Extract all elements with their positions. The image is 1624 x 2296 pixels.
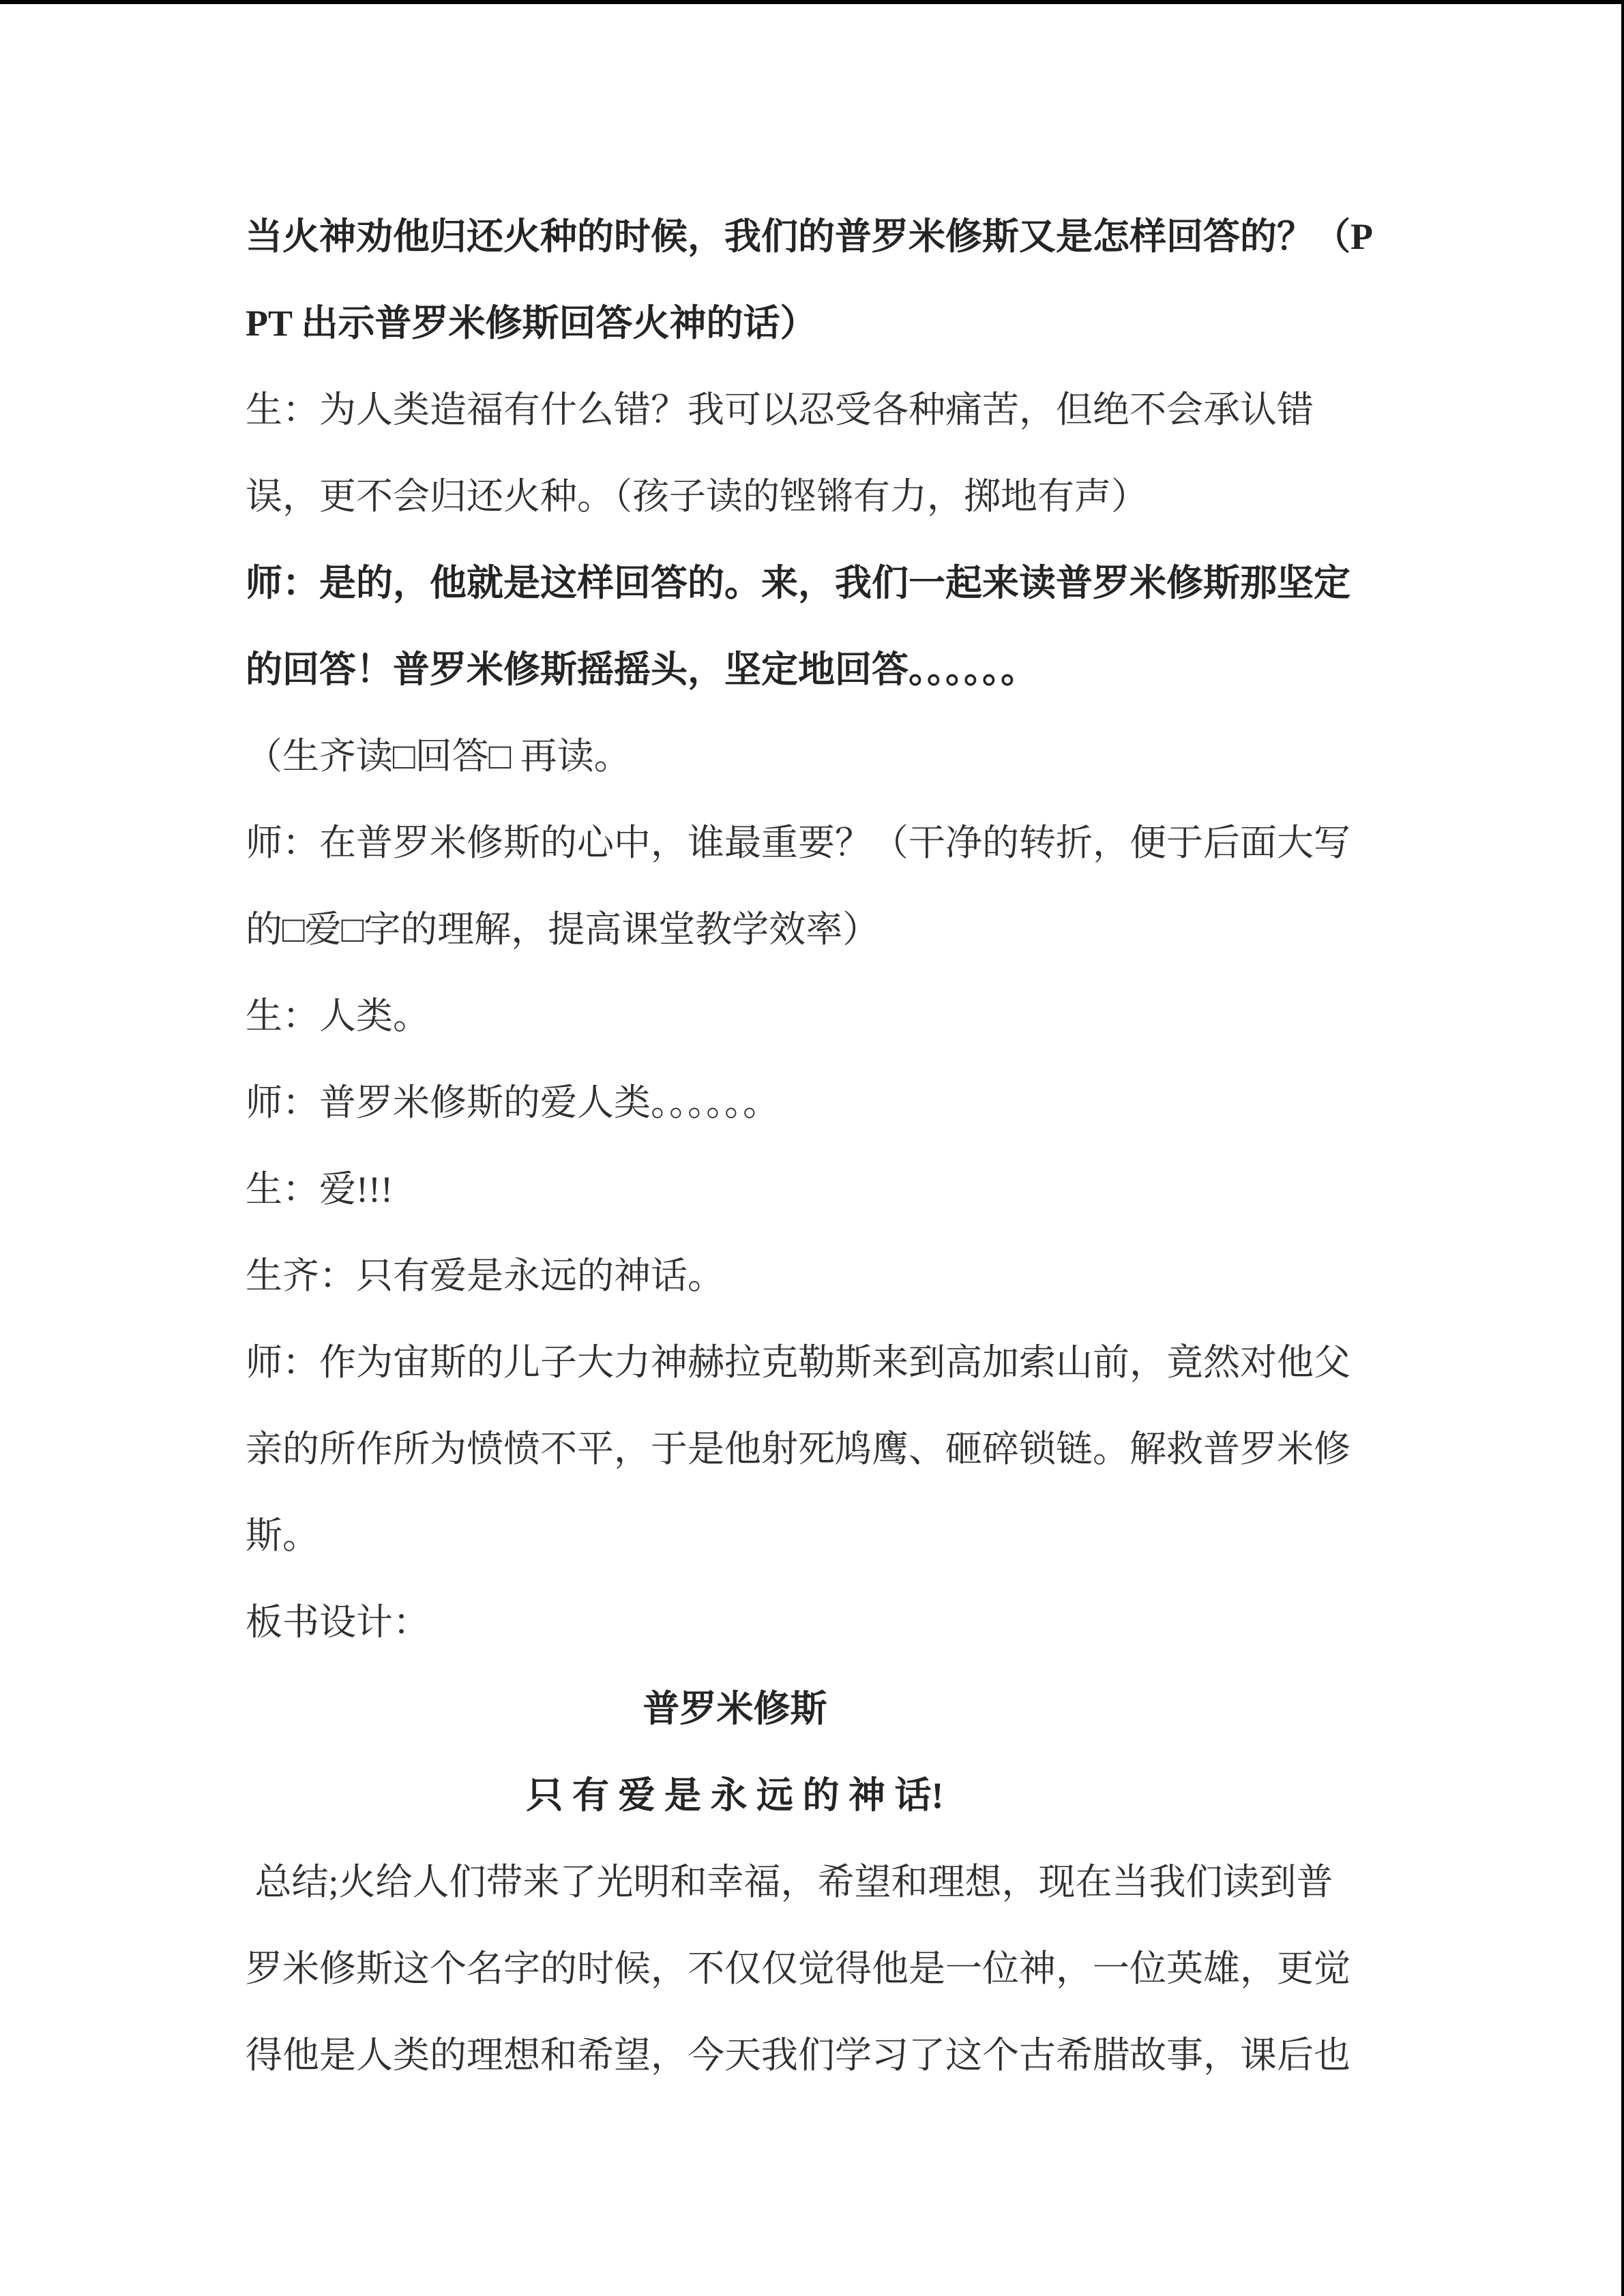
document-line: 的回答！普罗米修斯摇摇头，坚定地回答。。。。。。 bbox=[246, 649, 1037, 690]
document-line: 师：在普罗米修斯的心中，谁最重要？（干净的转折，便于后面大写 bbox=[246, 822, 1350, 863]
document-line: 生齐：只有爱是永远的神话。 bbox=[246, 1255, 724, 1296]
document-line: 生：爱!!! bbox=[246, 1169, 393, 1210]
document-line: （生齐读□回答□ 再读。 bbox=[246, 736, 631, 777]
document-line: 只 有 爱 是 永 远 的 神 话! bbox=[526, 1775, 944, 1816]
document-line: 误，更不会归还火种。（孩子读的铿锵有力，掷地有声） bbox=[246, 476, 1148, 517]
document-line: 板书设计： bbox=[246, 1602, 430, 1643]
document-line: 师：普罗米修斯的爱人类。。。。。。 bbox=[246, 1082, 780, 1123]
document-line: 得他是人类的理想和希望，今天我们学习了这个古希腊故事，课后也 bbox=[246, 2035, 1350, 2076]
document-line: 当火神劝他归还火种的时候，我们的普罗米修斯又是怎样回答的？（P bbox=[246, 216, 1373, 257]
document-content bbox=[246, 194, 1374, 2099]
document-line: 总结;火给人们带来了光明和幸福，希望和理想，现在当我们读到普 bbox=[246, 1862, 1333, 1903]
document-line: 师：是的，他就是这样回答的。来，我们一起来读普罗米修斯那坚定 bbox=[246, 563, 1350, 603]
document-line: 师：作为宙斯的儿子大力神赫拉克勒斯来到高加索山前，竟然对他父 bbox=[246, 1342, 1350, 1383]
document-line: 生：为人类造福有什么错？我可以忍受各种痛苦，但绝不会承认错 bbox=[246, 389, 1314, 430]
document-line: 罗米修斯这个名字的时候，不仅仅觉得他是一位神，一位英雄，更觉 bbox=[246, 1948, 1350, 1989]
document-line: 生：人类。 bbox=[246, 996, 430, 1037]
document-line: 的□爱□字的理解，提高课堂教学效率） bbox=[246, 909, 880, 950]
page-top-border bbox=[0, 0, 1624, 4]
document-line: 亲的所作所为愤愤不平，于是他射死鸠鹰、砸碎锁链。解救普罗米修 bbox=[246, 1429, 1350, 1470]
document-line: 斯。 bbox=[246, 1515, 319, 1556]
document-line: PT 出示普罗米修斯回答火神的话） bbox=[246, 303, 817, 344]
page-right-border bbox=[1621, 0, 1624, 2296]
document-line: 普罗米修斯 bbox=[643, 1688, 827, 1729]
